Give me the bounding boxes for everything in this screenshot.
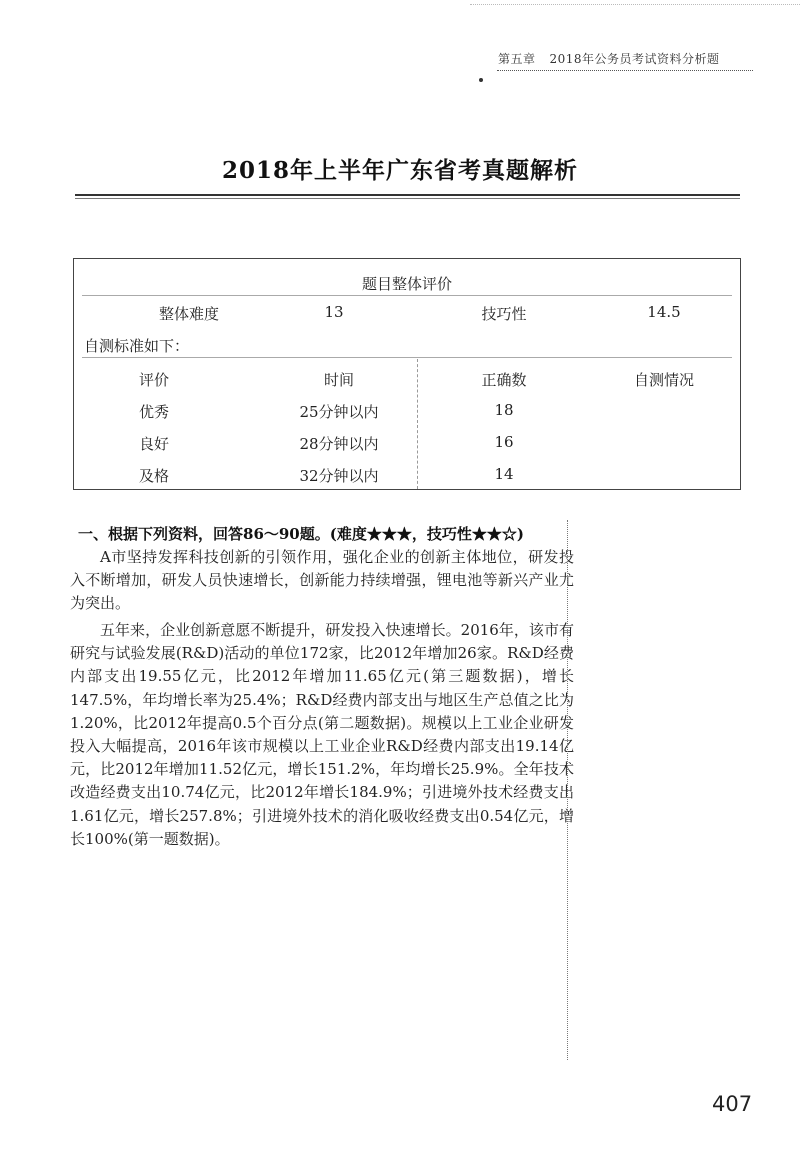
column-divider <box>417 359 418 489</box>
evaluation-table <box>73 258 741 490</box>
difficulty-label: 整体难度 <box>158 305 219 323</box>
divider <box>82 357 732 358</box>
evaluation-caption: 题目整体评价 <box>361 275 452 293</box>
header-dot <box>479 78 483 82</box>
margin-dotted-line <box>567 520 568 1060</box>
skill-label: 技巧性 <box>481 305 527 323</box>
page-number: 407 <box>712 1092 753 1116</box>
column-header-correct: 正确数 <box>481 371 527 389</box>
section-heading: 一、根据下列资料，回答86～90题。(难度★★★，技巧性★★☆) <box>78 525 524 543</box>
column-header-time: 时间 <box>323 371 354 389</box>
material-paragraph-1: A市坚持发挥科技创新的引领作用，强化企业的创新主体地位，研发投入不断增加，研发人员快速增长，创新能力持续增强，锂电池等新兴产业尤为突出。 <box>70 548 574 613</box>
grade-cell: 良好 <box>138 435 169 453</box>
divider <box>82 295 732 296</box>
correct-cell: 18 <box>494 401 514 419</box>
page-title: 2018年上半年广东省考真题解析 <box>221 157 578 184</box>
column-header-grade: 评价 <box>138 371 169 389</box>
evaluation-caption-row <box>74 267 740 297</box>
grade-cell: 优秀 <box>138 403 169 421</box>
table-row <box>74 395 740 425</box>
time-cell: 28分钟以内 <box>299 435 379 453</box>
correct-cell: 14 <box>494 465 514 483</box>
table-row <box>74 427 740 457</box>
standard-label: 自测标准如下： <box>84 337 190 355</box>
correct-cell: 16 <box>494 433 514 451</box>
table-header-row <box>74 363 740 393</box>
time-cell: 32分钟以内 <box>299 467 379 485</box>
time-cell: 25分钟以内 <box>299 403 379 421</box>
scan-edge-dots <box>470 4 800 11</box>
title-rule <box>75 194 740 196</box>
column-header-self-check: 自测情况 <box>633 371 694 389</box>
material-paragraph-2: 五年来，企业创新意愿不断提升，研发投入快速增长。2016年，该市有研究与试验发展(R&D)活动的单位172家，比2012年增加26家。R&D经费内部支出19.55亿元，比2012年增加11.65亿元(第三题数据)，增长147.5%，年均增长率为25.4%；R&D经费内部支出与地区生产总值之比为1.20%，比2012年提高0.5个百分点(第二题数据)。规模以上工业企业研发投入大幅提高，2016年该市规模以上工业企业R&D经费内部支出19.14亿元，比2012年增加11.52亿元，增长151.2%，年均增长25.9%。全年技术改造经费支出10.74亿元，比2012年增长184.9%；引进境外技术经费支出1.61亿元，增长257.8%；引进境外技术的消化吸收经费支出0.54亿元，增长100%(第一题数据)。 <box>70 621 574 848</box>
running-header <box>498 50 720 67</box>
skill-value: 14.5 <box>647 303 681 321</box>
grade-cell: 及格 <box>138 467 169 485</box>
difficulty-value: 13 <box>324 303 344 321</box>
standard-row <box>74 329 740 359</box>
title-rule-thin <box>75 198 740 199</box>
table-row <box>74 459 740 489</box>
difficulty-row <box>74 297 740 327</box>
running-title: 2018年公务员考试资料分析题 <box>549 52 720 66</box>
chapter-label: 第五章 <box>498 52 536 66</box>
header-rule <box>497 70 753 71</box>
